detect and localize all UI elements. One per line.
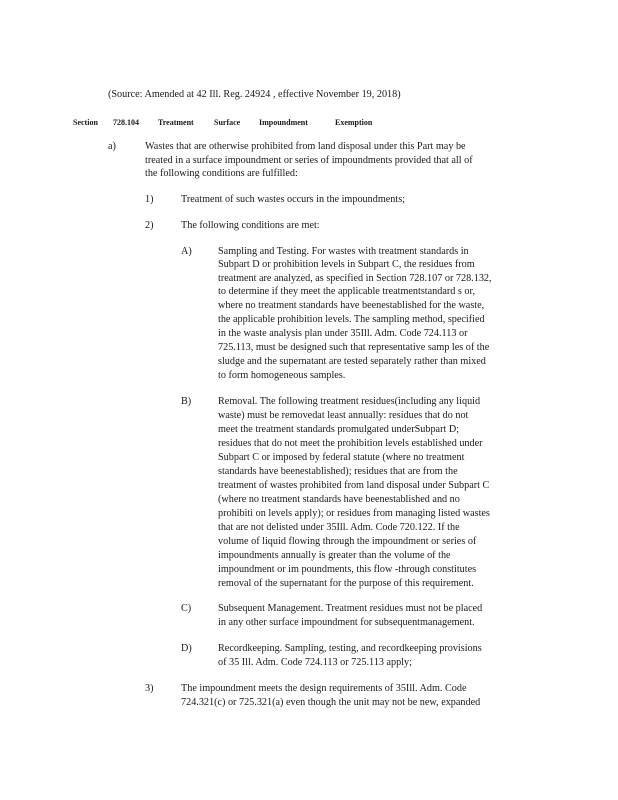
para-a-line: treated in a surface impoundment or series of impoundments provided that all of: [145, 155, 473, 166]
sub-b-line: impoundment or im poundments, this flow -through constitutes: [218, 564, 477, 575]
sub-d-line: Recordkeeping. Sampling, testing, and recordkeeping provisions: [218, 643, 482, 654]
sub-b-line: Subpart C or imposed by federal statute (where no treatment: [218, 452, 465, 463]
sub-b-line: standards have beenestablished); residues that are from the: [218, 466, 458, 477]
sub-b-line: (where no treatment standards have beenestablished and no: [218, 494, 460, 505]
section-title-word: Impoundment: [259, 118, 308, 127]
para-a-line: Wastes that are otherwise prohibited from land disposal under this Part may be: [145, 141, 466, 152]
sub-b-line: that are not delisted under 35Ill. Adm. Code 720.122. If the: [218, 522, 460, 533]
sub-a-line: to form homogeneous samples.: [218, 370, 346, 381]
para-a-line: the following conditions are fulfilled:: [145, 168, 298, 179]
sub-b-line: volume of liquid flowing through the impoundment or series of: [218, 536, 477, 547]
item-2-text: The following conditions are met:: [181, 220, 320, 231]
item-1-text: Treatment of such wastes occurs in the impoundments;: [181, 194, 405, 205]
sub-b-line: residues that do not meet the prohibition levels established under: [218, 438, 483, 449]
item-2-label: 2): [145, 220, 154, 231]
sub-a-line: Subpart D or prohibition levels in Subpart C, the residues from: [218, 259, 475, 270]
sub-b-line: impoundments annually is greater than the volume of the: [218, 550, 451, 561]
sub-a-line: sludge and the supernatant are tested separately rather than mixed: [218, 356, 486, 367]
sub-c-line: Subsequent Management. Treatment residues must not be placed: [218, 603, 483, 614]
para-a-label: a): [108, 141, 116, 152]
sub-a-line: treatment are analyzed, as specified in Section 728.107 or 728.132,: [218, 273, 492, 284]
sub-b-label: B): [181, 396, 192, 407]
section-label: Section: [73, 118, 98, 127]
sub-b-line: waste) must be removedat least annually: residues that do not: [218, 410, 469, 421]
source-note: (Source: Amended at 42 Ill. Reg. 24924 , effective November 19, 2018): [108, 89, 401, 100]
sub-a-line: in the waste analysis plan under 35Ill. Adm. Code 724.113 or: [218, 328, 468, 339]
sub-b-line: prohibiti on levels apply); or residues from managing listed wastes: [218, 508, 490, 519]
item-1-label: 1): [145, 194, 154, 205]
item-3-label: 3): [145, 683, 154, 694]
sub-d-label: D): [181, 643, 192, 654]
sub-a-label: A): [181, 246, 192, 257]
sub-b-line: removal of the supernatant for the purpose of this requirement.: [218, 578, 474, 589]
sub-a-line: to determine if they meet the applicable treatmentstandard s or,: [218, 286, 476, 297]
sub-c-line: in any other surface impoundment for subsequentmanagement.: [218, 617, 475, 628]
sub-a-line: Sampling and Testing. For wastes with treatment standards in: [218, 246, 469, 257]
section-title-word: Treatment: [158, 118, 194, 127]
sub-d-line: of 35 Ill. Adm. Code 724.113 or 725.113 apply;: [218, 657, 412, 668]
item-3-line: The impoundment meets the design requirements of 35Ill. Adm. Code: [181, 683, 467, 694]
sub-b-line: meet the treatment standards promulgated underSubpart D;: [218, 424, 460, 435]
sub-b-line: treatment of wastes prohibited from land disposal under Subpart C: [218, 480, 490, 491]
sub-b-line: Removal. The following treatment residues(including any liquid: [218, 396, 481, 407]
sub-a-line: where no treatment standards have beenestablished for the waste,: [218, 300, 485, 311]
sub-c-label: C): [181, 603, 192, 614]
item-3-line: 724.321(c) or 725.321(a) even though the unit may not be new, expanded: [181, 697, 481, 708]
section-title-word: Surface: [214, 118, 241, 127]
section-title-word: Exemption: [335, 118, 373, 127]
sub-a-line: the applicable prohibition levels. The sampling method, specified: [218, 314, 485, 325]
sub-a-line: 725.113, must be designed such that representative samp les of the: [218, 342, 490, 353]
section-number: 728.104: [113, 118, 139, 127]
